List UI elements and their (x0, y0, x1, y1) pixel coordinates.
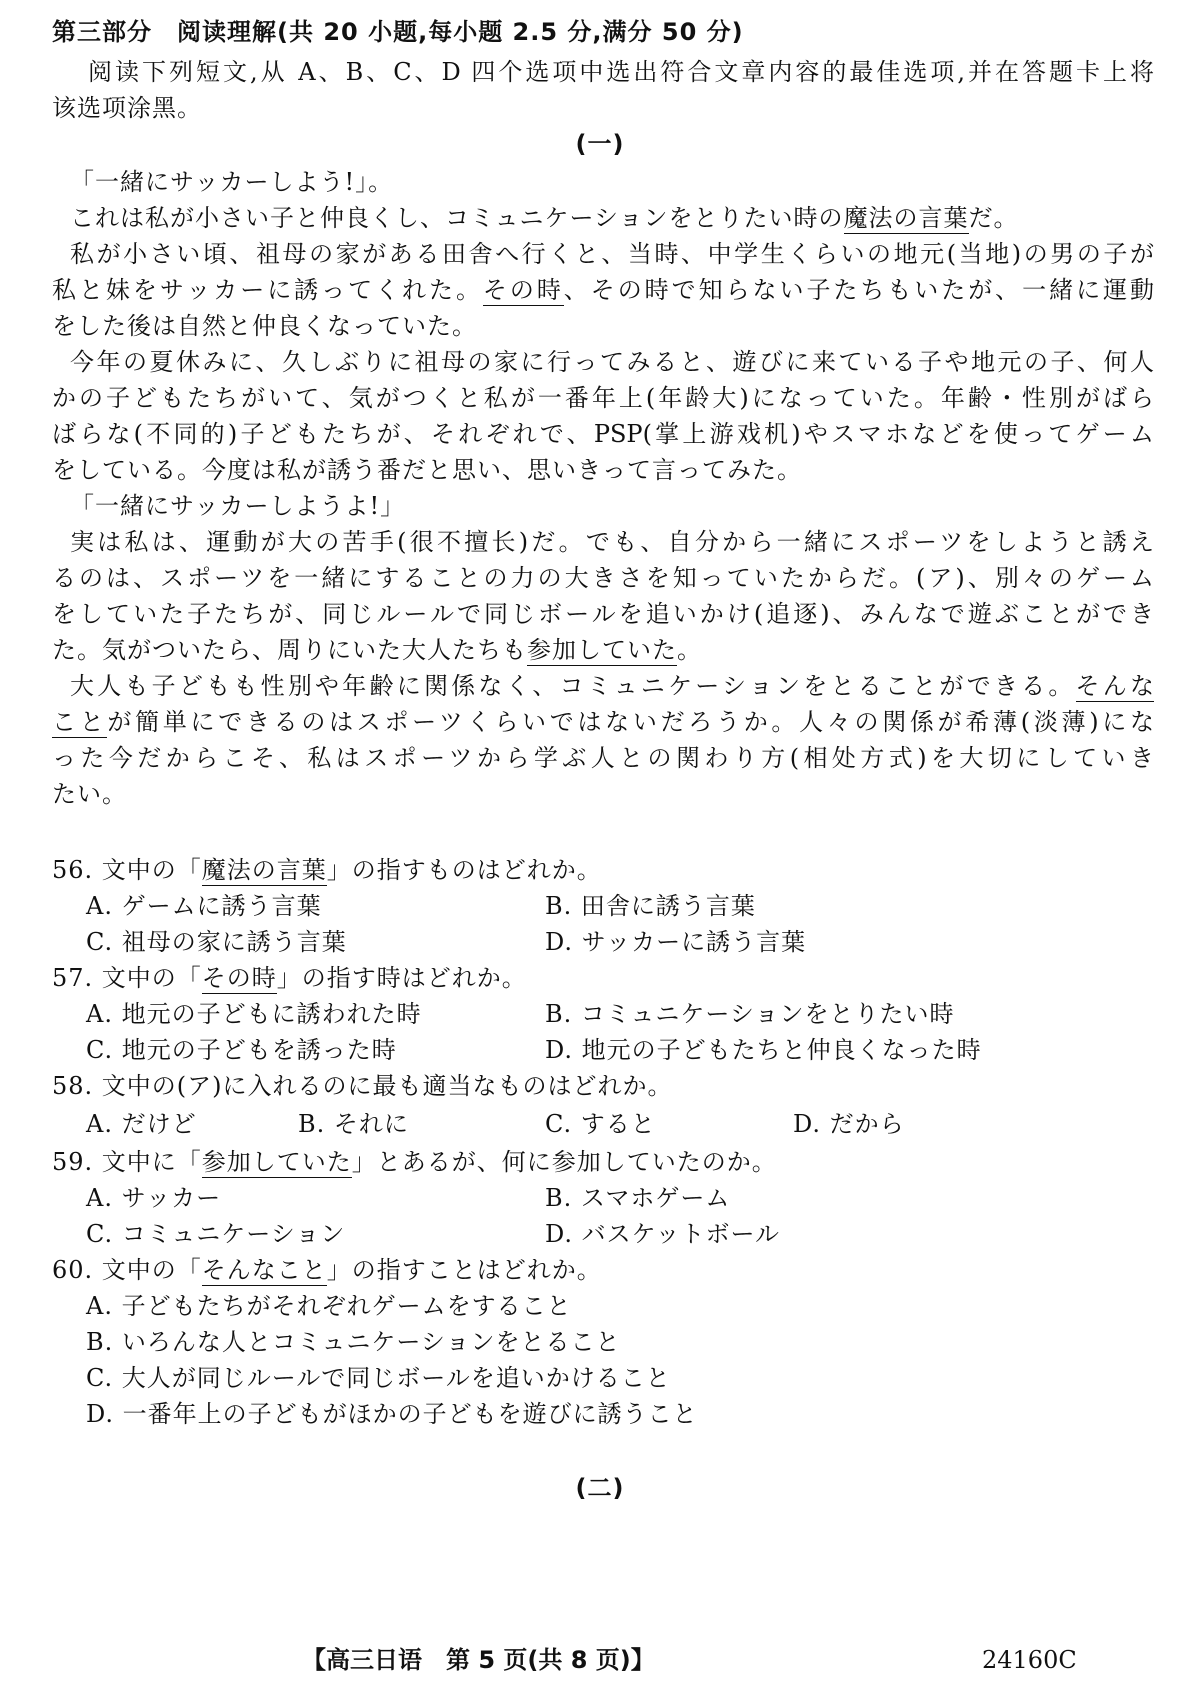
q60-option-d: D. 一番年上の子どもがほかの子どもを遊びに誘うこと (86, 1400, 698, 1428)
passage-line-6: 今年の夏休みに、久しぶりに祖母の家に行ってみると、遊びに来ている子や地元の子、何人 (70, 348, 1154, 376)
underline-sono-toki: その時 (482, 276, 564, 304)
passage-line-13: をしていた子たちが、同じルールで同じボールを追いかけ(追逐)、みんなで遊ぶことができ (52, 600, 1154, 628)
q58-option-d: D. だから (793, 1110, 905, 1138)
question-59: 59. 文中に「参加していた」とあるが、何に参加していたのか。 (52, 1148, 777, 1176)
passage-line-9: をしている。今度は私が誘う番だと思い、思いきって言ってみた。 (52, 456, 802, 484)
passage-line-2: これは私が小さい子と仲良くし、コミュニケーションをとりたい時の魔法の言葉だ。 (70, 204, 1019, 232)
passage-line-12: るのは、スポーツを一緒にすることの力の大きさを知っていたからだ。(ア)、別々のゲーム (52, 564, 1154, 592)
question-56: 56. 文中の「魔法の言葉」の指すものはどれか。 (52, 856, 602, 884)
underline-sanka: 参加していた (527, 636, 677, 664)
passage-1-heading: (一) (575, 130, 625, 158)
q59-option-d: D. バスケットボール (545, 1220, 780, 1248)
underline-sonna-koto-2: こと (52, 708, 108, 736)
passage-line-1: 「一緒にサッカーしよう!」。 (70, 168, 394, 196)
passage-line-14: た。気がついたら、周りにいた大人たちも参加していた。 (52, 636, 702, 664)
passage-line-7: かの子どもたちがいて、気がつくと私が一番年上(年龄大)になっていた。年齢・性別がばら (52, 384, 1154, 412)
q56-option-d: D. サッカーに誘う言葉 (545, 928, 807, 956)
passage-line-5: をした後は自然と仲良くなっていた。 (52, 312, 477, 340)
passage-line-8: ばらな(不同的)子どもたちが、それぞれで、PSP(掌上游戏机)やスマホなどを使ってゲーム (52, 420, 1154, 448)
question-57: 57. 文中の「その時」の指す時はどれか。 (52, 964, 527, 992)
passage-line-16: ことが簡単にできるのはスポーツくらいではないだろうか。人々の関係が希薄(淡薄)にな (52, 708, 1155, 736)
underline-sonna-koto-1: そんな (1075, 672, 1155, 700)
q59-option-c: C. コミュニケーション (86, 1220, 346, 1248)
q60-option-c: C. 大人が同じルールで同じボールを追いかけること (86, 1364, 671, 1392)
passage-line-15: 大人も子どもも性別や年齢に関係なく、コミュニケーションをとることができる。そんな (70, 672, 1155, 700)
passage-line-3: 私が小さい頃、祖母の家がある田舎へ行くと、当時、中学生くらいの地元(当地)の男の子が (70, 240, 1154, 268)
passage-line-18: たい。 (52, 780, 127, 808)
q58-option-c: C. すると (545, 1110, 656, 1138)
q57-option-b: B. コミュニケーションをとりたい時 (545, 1000, 955, 1028)
q59-option-b: B. スマホゲーム (545, 1184, 731, 1212)
passage-2-heading: (二) (575, 1474, 625, 1502)
q60-option-a: A. 子どもたちがそれぞれゲームをすること (86, 1292, 572, 1320)
instruction-line-2: 该选项涂黑。 (52, 94, 202, 122)
passage-line-4: 私と妹をサッカーに誘ってくれた。その時、その時で知らない子たちもいたが、一緒に運動 (52, 276, 1154, 304)
q58-option-a: A. だけど (86, 1110, 197, 1138)
question-60: 60. 文中の「そんなこと」の指すことはどれか。 (52, 1256, 602, 1284)
section-title: 第三部分 阅读理解(共 20 小题,每小题 2.5 分,满分 50 分) (52, 18, 744, 46)
q57-option-c: C. 地元の子どもを誘った時 (86, 1036, 397, 1064)
instruction-line-1: 阅读下列短文,从 A、B、C、D 四个选项中选出符合文章内容的最佳选项,并在答题卡上将 (88, 58, 1154, 86)
passage-line-17: った今だからこそ、私はスポーツから学ぶ人との関わり方(相处方式)を大切にしていき (52, 744, 1154, 772)
q56-option-b: B. 田舎に誘う言葉 (545, 892, 756, 920)
underline-magic-words: 魔法の言葉 (843, 204, 969, 232)
passage-line-10: 「一緒にサッカーしようよ!」 (70, 492, 406, 520)
q58-option-b: B. それに (298, 1110, 409, 1138)
exam-code: 24160C (982, 1646, 1077, 1674)
page-number-label: 【高三日语 第 5 页(共 8 页)】 (302, 1646, 655, 1674)
q56-option-a: A. ゲームに誘う言葉 (86, 892, 322, 920)
q56-option-c: C. 祖母の家に誘う言葉 (86, 928, 347, 956)
passage-line-11: 実は私は、運動が大の苦手(很不擅长)だ。でも、自分から一緒にスポーツをしようと誘え (70, 528, 1154, 556)
question-58: 58. 文中の(ア)に入れるのに最も適当なものはどれか。 (52, 1072, 673, 1100)
q60-option-b: B. いろんな人とコミュニケーションをとること (86, 1328, 621, 1356)
q59-option-a: A. サッカー (86, 1184, 222, 1212)
q57-option-d: D. 地元の子どもたちと仲良くなった時 (545, 1036, 982, 1064)
q57-option-a: A. 地元の子どもに誘われた時 (86, 1000, 422, 1028)
